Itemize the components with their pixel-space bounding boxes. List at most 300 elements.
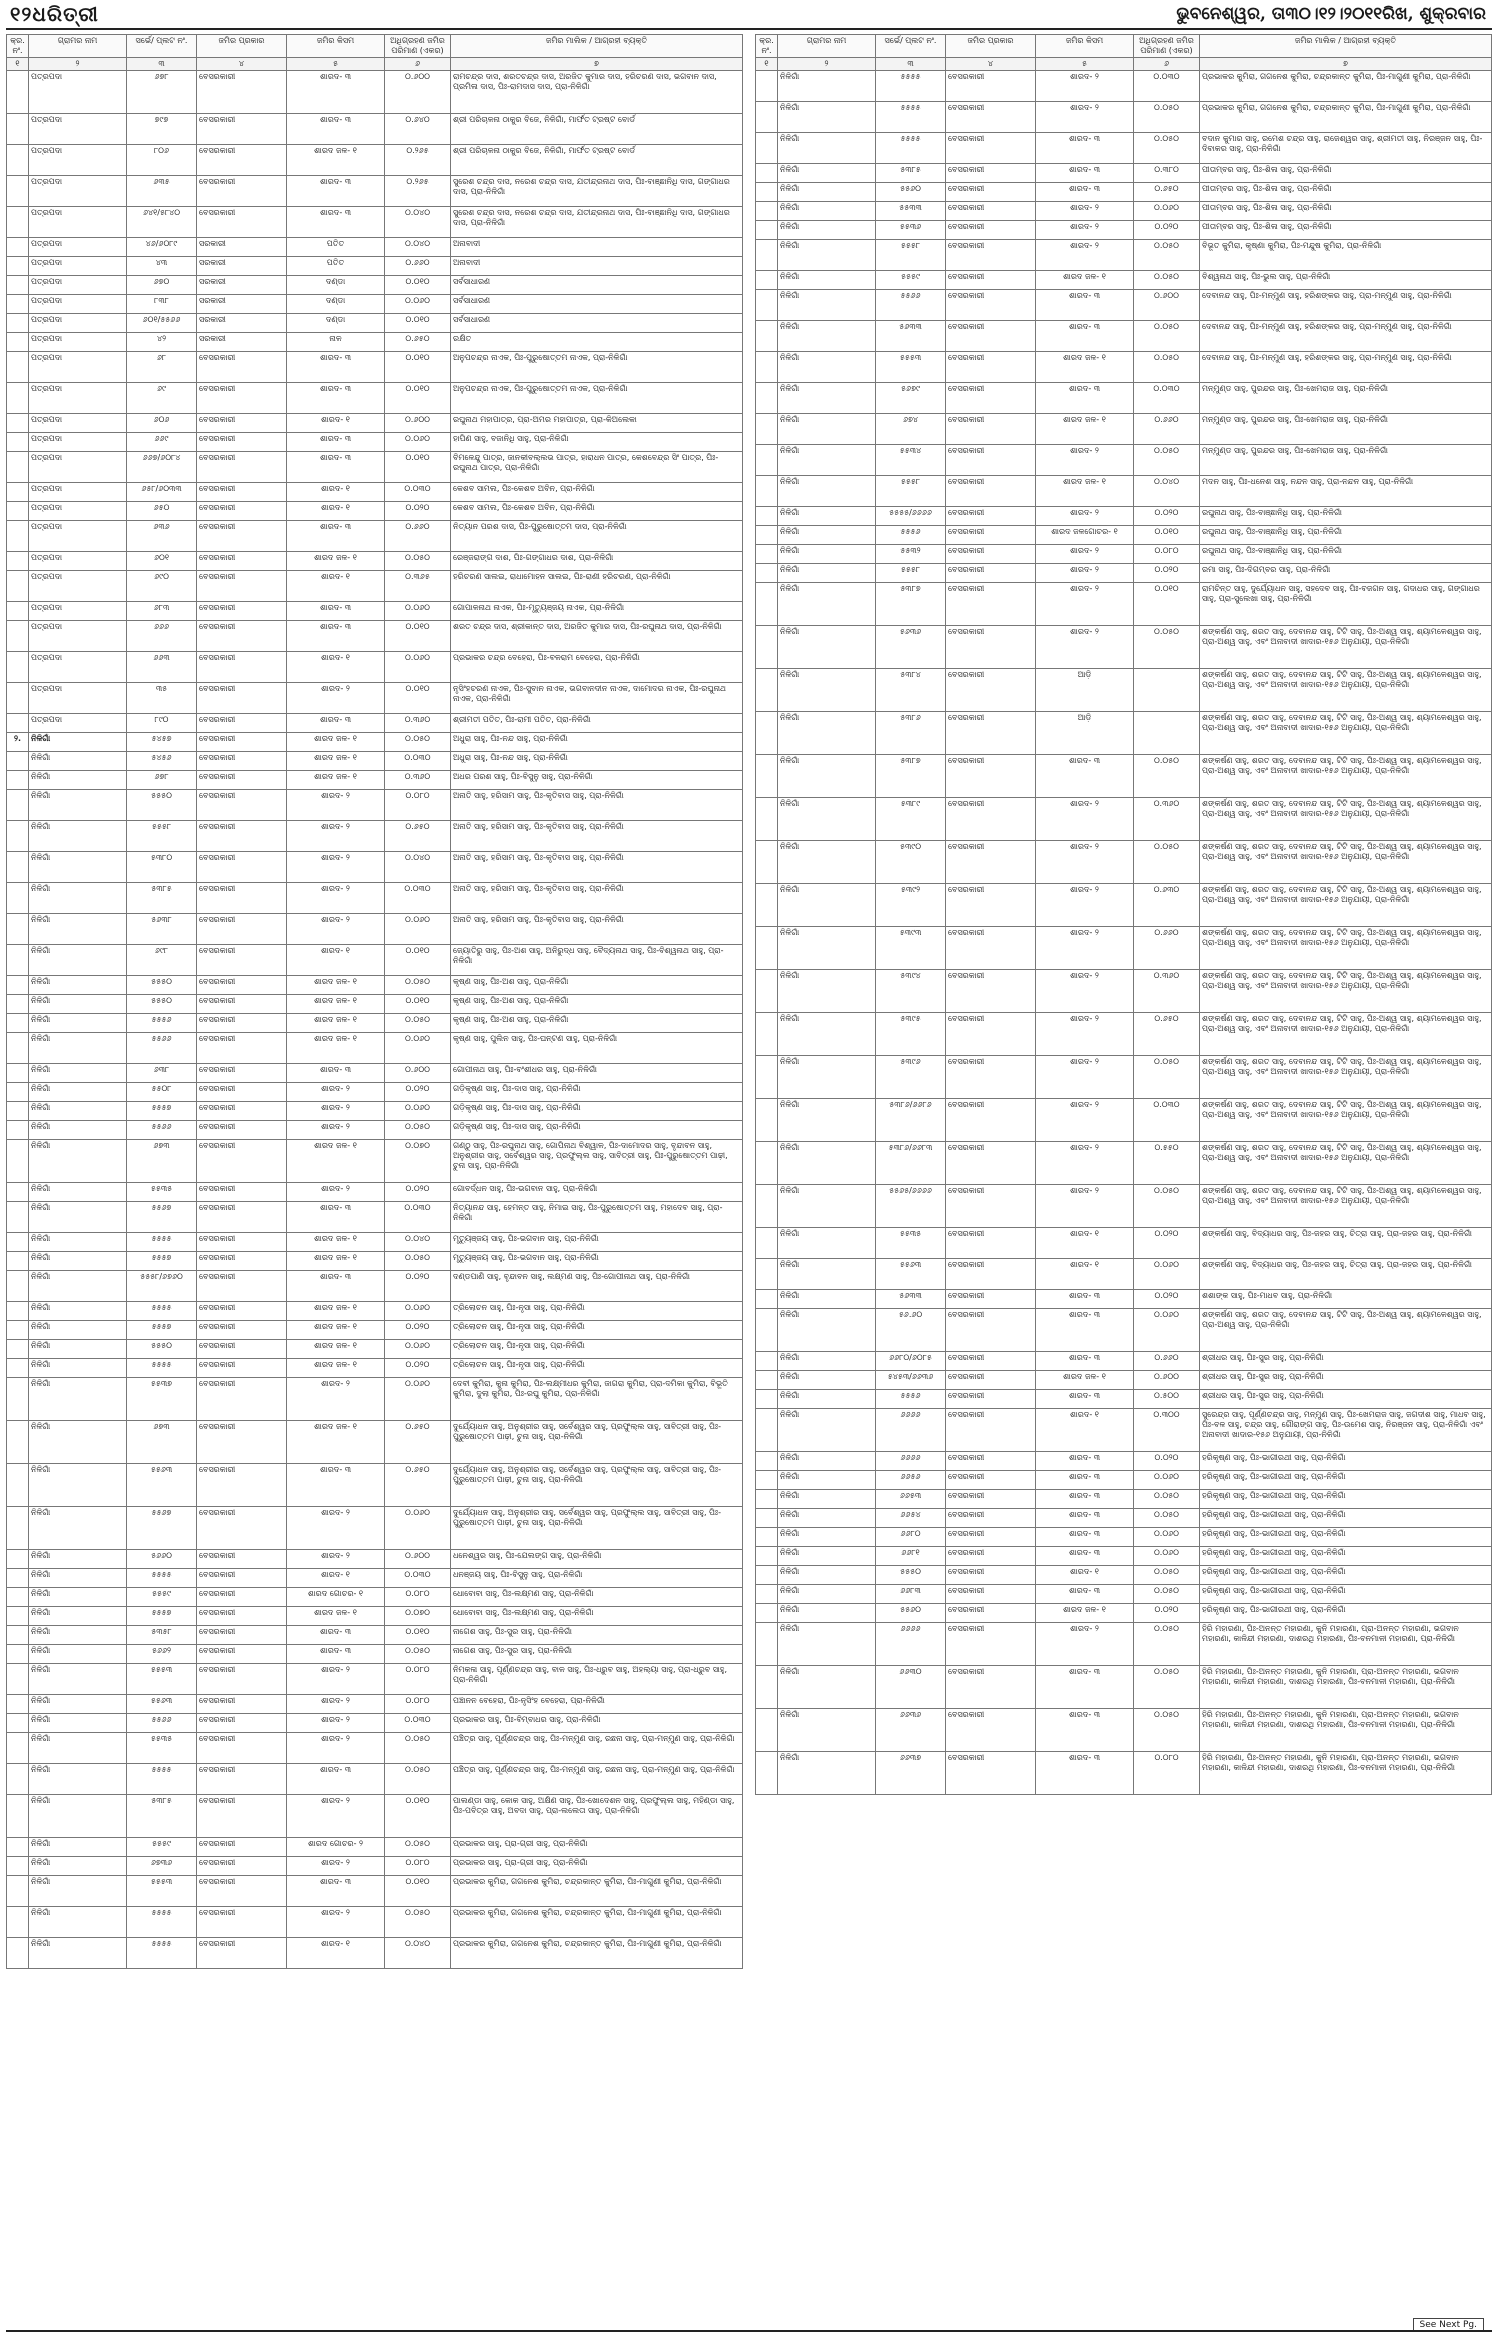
kisam-cell: ଦଣ୍ଡା <box>287 314 385 333</box>
header-survey: ସର୍ଭେ/ ପ୍ଲଟ ନଂ. <box>876 35 946 58</box>
survey-cell: ୫୬୩୬ <box>876 626 946 669</box>
land-type-cell: ବେସରକାରୀ <box>197 71 287 114</box>
sl-cell <box>756 271 778 290</box>
sl-cell <box>756 1352 778 1371</box>
village-cell: ନିଳିଗାଁ <box>778 290 876 321</box>
village-cell: ନିଳିଗାଁ <box>778 445 876 476</box>
area-cell: ୦.୦୨୦ <box>1134 564 1200 583</box>
village-cell: ନିଳିଗାଁ <box>29 821 127 852</box>
survey-cell: ୫୫୩୨ <box>876 545 946 564</box>
sl-cell <box>756 414 778 445</box>
owner-cell: ହରିକୃଷ୍ଣ ସାହୁ, ପିଃ-ଭାଗୀରଥୀ ସାହୁ, ପ୍ରା-ନିଳିଗାଁ <box>1200 1509 1492 1528</box>
village-cell: ପତ୍ରପଦା <box>29 176 127 207</box>
table-row <box>7 145 743 176</box>
land-type-cell: ବେସରକାରୀ <box>197 1733 287 1764</box>
land-type-cell: ବେସରକାରୀ <box>946 164 1036 183</box>
header-index: ୨ <box>29 58 127 71</box>
table-row <box>7 1083 743 1102</box>
table-row <box>7 1202 743 1233</box>
survey-cell: ୫୫୫୮/୬୭୬୦ <box>127 1271 197 1302</box>
table-row <box>756 352 1492 383</box>
survey-cell: ୬୭୩ <box>127 1140 197 1183</box>
survey-cell: ୫୫୬୭ <box>127 1202 197 1233</box>
area-cell: ୦.୦୫୦ <box>1134 1509 1200 1528</box>
village-cell: ନିଳିଗାଁ <box>778 202 876 221</box>
land-type-cell: ବେସରକାରୀ <box>197 452 287 483</box>
owner-cell: ନାଗେଶ ସାହୁ, ପିଃ-ସୁର ସାହୁ, ପ୍ରା-ନିଳିଗାଁ <box>451 1626 743 1645</box>
area-cell: ୦.୦୨୦ <box>1134 1290 1200 1309</box>
area-cell: ୦.୦୫୦ <box>1134 755 1200 798</box>
kisam-cell: ଶାରଦ- ୩ <box>287 602 385 621</box>
owner-cell: ମନ୍ମୁଣ୍ଡ ସାହୁ, ପୁରନ୍ଦର ସାହୁ, ପିଃ-ଖେମରାଜ ସାହୁ, ପ୍ରା-ନିଳିଗାଁ <box>1200 414 1492 445</box>
kisam-cell: ଶାରଦ- ୩ <box>1036 1452 1134 1471</box>
kisam-cell: ଶାରଦ- ୧ <box>287 1938 385 1969</box>
survey-cell: ୫୫୦୮ <box>127 1083 197 1102</box>
survey-cell: ୫୫୬୩ <box>127 1464 197 1507</box>
village-cell: ନିଳିଗାଁ <box>778 1623 876 1666</box>
owner-cell: ପ୍ରଭାକର ସାହୁ, ପ୍ରା-ଗ୍ରୀ ସାହୁ, ପ୍ରା-ନିଳିଗାଁ <box>451 1857 743 1876</box>
owner-cell: ନାଗେଶ ସାହୁ, ପିଃ-ସୁର ସାହୁ, ପ୍ରା-ନିଳିଗାଁ <box>451 1645 743 1664</box>
village-cell: ନିଳିଗାଁ <box>29 1588 127 1607</box>
village-cell: ନିଳିଗାଁ <box>778 476 876 507</box>
kisam-cell: ଶାରଦ- ୩ <box>1036 1490 1134 1509</box>
land-type-cell: ବେସରକାରୀ <box>197 1083 287 1102</box>
sl-cell <box>7 1321 29 1340</box>
sl-cell <box>7 852 29 883</box>
owner-cell: ଶଶାଙ୍କ ସାହୁ, ପିଃ-ମାଧବ ସାହୁ, ପ୍ରା-ନିଳିଗାଁ <box>1200 1290 1492 1309</box>
owner-cell: ଦଣ୍ଡପାଣି ସାହୁ, ବୃନ୍ଦାବନ ସାହୁ, ଲକ୍ଷ୍ମଣ ସାହୁ, ପିଃ-ଗୋପୀନାଥ ସାହୁ, ପ୍ରା-ନିଳିଗାଁ <box>451 1271 743 1302</box>
area-cell: ୦.୬୦୦ <box>385 71 451 114</box>
kisam-cell: ଶାରଦ- ୨ <box>1036 927 1134 970</box>
survey-cell: ୬୦୧ <box>127 552 197 571</box>
dateline: ଭୁବନେଶ୍ୱର, ତା୩୦।୧୨।୨୦୧୧ରିଖ, ଶୁକ୍ରବାର <box>1176 4 1486 24</box>
sl-cell <box>7 1202 29 1233</box>
kisam-cell: ଶାରଦ- ୩ <box>287 71 385 114</box>
area-cell: ୦.୦୮୦ <box>385 1664 451 1695</box>
land-type-cell: ବେସରକାରୀ <box>946 1528 1036 1547</box>
owner-cell: ରଘୁନାଥ ମହାପାତ୍ର, ପ୍ରା-ଅମର ମହାପାତ୍ର, ପ୍ରା-କିଅଲେକା <box>451 414 743 433</box>
area-cell: ୦.୬୦୦ <box>385 414 451 433</box>
land-type-cell: ସରକାରୀ <box>197 333 287 352</box>
land-type-cell: ବେସରକାରୀ <box>946 1259 1036 1290</box>
table-row <box>756 1309 1492 1352</box>
land-type-cell: ବେସରକାରୀ <box>197 571 287 602</box>
owner-cell: ମନ୍ମୁଣ୍ଡ ସାହୁ, ପୁରନ୍ଦର ସାହୁ, ପିଃ-ଖେମରାଜ ସାହୁ, ପ୍ରା-ନିଳିଗାଁ <box>1200 445 1492 476</box>
survey-cell: ୫୫୩୫ <box>127 1183 197 1202</box>
village-cell: ନିଳିଗାଁ <box>29 1202 127 1233</box>
sl-cell <box>7 1838 29 1857</box>
area-cell: ୦.୦୬୦ <box>385 295 451 314</box>
owner-cell: ପ୍ରଭାକର କୁମିରା, ଗଗନେଶ କୁମିରା, ଚନ୍ଦ୍ରକାନ୍ତ କୁମିରା, ପିଃ-ମାଗୁଣୀ କୁମିରା, ପ୍ରା-ନିଳିଗାଁ <box>451 1938 743 1969</box>
sl-cell <box>7 295 29 314</box>
owner-cell: ରଘୁନାଥ ସାହୁ, ପିଃ-ବାଞ୍ଛାନିଧି ସାହୁ, ପ୍ରା-ନିଳିଗାଁ <box>1200 507 1492 526</box>
kisam-cell: ଶାରଦ ଜଳ- ୧ <box>287 1302 385 1321</box>
land-type-cell: ବେସରକାରୀ <box>197 1252 287 1271</box>
sl-cell <box>7 1550 29 1569</box>
sl-cell <box>756 712 778 755</box>
area-cell: ୦.୦୧୦ <box>1134 583 1200 626</box>
kisam-cell: ଶାରଦ- ୩ <box>287 176 385 207</box>
survey-cell: ୫୫୬୦ <box>876 1604 946 1623</box>
village-cell: ପତ୍ରପଦା <box>29 257 127 276</box>
village-cell: ନିଳିଗାଁ <box>29 1626 127 1645</box>
village-cell: ନିଳିଗାଁ <box>778 1666 876 1709</box>
survey-cell: ୬୬୬୬ <box>876 1623 946 1666</box>
village-cell: ନିଳିଗାଁ <box>29 1795 127 1838</box>
land-type-cell: ବେସରକାରୀ <box>197 483 287 502</box>
area-cell: ୦.୦୫୦ <box>385 1764 451 1795</box>
kisam-cell: ଶାରଦ- ୨ <box>287 1733 385 1764</box>
table-row <box>7 1695 743 1714</box>
area-cell: ୦.୦୫୦ <box>1134 133 1200 164</box>
area-cell: ୦.୬୬୦ <box>385 521 451 552</box>
village-cell: ନିଳିଗାଁ <box>29 1378 127 1421</box>
kisam-cell: ଶାରଦ- ୩ <box>287 521 385 552</box>
table-row <box>756 271 1492 290</box>
land-type-cell: ସରକାରୀ <box>197 257 287 276</box>
kisam-cell: ଶାରଦ- ୩ <box>287 207 385 238</box>
survey-cell: ୫୫୫୯ <box>127 1588 197 1607</box>
village-cell: ପତ୍ରପଦା <box>29 333 127 352</box>
owner-cell: ସର୍ବସାଧାରଣ <box>451 295 743 314</box>
table-row <box>7 71 743 114</box>
sl-cell <box>7 1302 29 1321</box>
village-cell: ନିଳିଗାଁ <box>778 240 876 271</box>
sl-cell <box>7 1121 29 1140</box>
survey-cell: ୫୫୫୭ <box>127 1102 197 1121</box>
land-type-cell: ବେସରକାରୀ <box>946 545 1036 564</box>
area-cell: ୦.୦୧୦ <box>1134 526 1200 545</box>
area-cell: ୦.୦୩୦ <box>385 883 451 914</box>
sl-cell <box>7 683 29 714</box>
owner-cell: ଦେବାନନ୍ଦ ସାହୁ, ପିଃ-ମନ୍ମୁଣ ସାହୁ, ହରିଶଙ୍କର ସାହୁ, ପ୍ରା-ମନ୍ମୁଣ ସାହୁ, ପ୍ରା-ନିଳିଗାଁ <box>1200 352 1492 383</box>
land-type-cell: ବେସରକାରୀ <box>197 1714 287 1733</box>
sl-cell <box>7 145 29 176</box>
survey-cell: ୬୩୮ <box>127 1064 197 1083</box>
village-cell: ନିଳିଗାଁ <box>778 1013 876 1056</box>
owner-cell: ଜ୍ୟୋତିରୁ ସାହୁ, ପିଃ-ଅଶ ସାହୁ, ଅନିରୁଦ୍ଧ ସାହୁ, ବୈଦ୍ୟନାଥ ସାହୁ, ପିଃ-ବିଶ୍ୱନାଥ ସାହୁ, ପ୍ରା-ନିଳିଗାଁ <box>451 945 743 976</box>
table-row <box>756 1566 1492 1585</box>
village-cell: ପତ୍ରପଦା <box>29 521 127 552</box>
sl-cell <box>7 883 29 914</box>
land-type-cell: ବେସରକାରୀ <box>197 752 287 771</box>
table-row <box>7 433 743 452</box>
survey-cell: ୫୩୮୬ <box>876 712 946 755</box>
land-type-cell: ବେସରକାରୀ <box>197 1626 287 1645</box>
land-type-cell: ବେସରକାରୀ <box>197 995 287 1014</box>
owner-cell: କେଶବ ସାମଲ, ପିଃ-କେଶବ ଅବିନ, ପ୍ରା-ନିଳିଗାଁ <box>451 502 743 521</box>
kisam-cell: ଶାରଦ- ୨ <box>1036 564 1134 583</box>
land-type-cell: ସରକାରୀ <box>197 295 287 314</box>
village-cell: ନିଳିଗାଁ <box>778 183 876 202</box>
owner-cell: ଅନାତି ସାହୁ, ହରିସାମ ସାହୁ, ପିଃ-କୃତିବାସ ସାହୁ, ପ୍ରା-ନିଳିଗାଁ <box>451 883 743 914</box>
header-index: ୧ <box>756 58 778 71</box>
survey-cell: ୫୬୬୨ <box>127 1645 197 1664</box>
table-row <box>7 1321 743 1340</box>
table-row <box>7 1569 743 1588</box>
survey-cell: ୫୬୬୦ <box>127 1550 197 1569</box>
survey-cell: ୫୫୫୯ <box>876 271 946 290</box>
village-cell: ନିଳିଗାଁ <box>29 995 127 1014</box>
owner-cell: ଶଙ୍କର୍ଷଣ ସାହୁ, ଶରତ ସାହୁ, ଦେବାନନ୍ଦ ସାହୁ, ଟିଟି ସାହୁ, ପିଃ-ଅଶ୍ୱ ସାହୁ, ଶ୍ୟାମଳେଶ୍ୱର ସାହୁ, ପ୍ରା-ଅଶ୍ୱ ସାହୁ, ଏବଂ ଅନାବାଦୀ ଖାଦାର-୧୫୬ ଅନୁଯାୟୀ, ପ୍ରା-ନିଳିଗାଁ <box>1200 970 1492 1013</box>
owner-cell: ରଘୁନାଥ ସାହୁ, ପିଃ-ବାଞ୍ଛାନିଧି ସାହୁ, ପ୍ରା-ନିଳିଗାଁ <box>1200 545 1492 564</box>
area-cell: ୦.୬୦୦ <box>385 1064 451 1083</box>
table-row <box>7 1857 743 1876</box>
table-row <box>756 221 1492 240</box>
table-row <box>7 1140 743 1183</box>
sl-cell <box>7 433 29 452</box>
village-cell: ନିଳିଗାଁ <box>29 771 127 790</box>
area-cell: ୦.୦୮୦ <box>385 1857 451 1876</box>
sl-cell <box>7 1664 29 1695</box>
land-type-cell: ବେସରକାରୀ <box>946 1013 1036 1056</box>
owner-cell: ସର୍ବସାଧାରଣ <box>451 276 743 295</box>
survey-cell: ୬୮୩ <box>127 602 197 621</box>
land-type-cell: ବେସରକାରୀ <box>946 1056 1036 1099</box>
land-type-cell: ବେସରକାରୀ <box>946 564 1036 583</box>
owner-cell: ଶଙ୍କର୍ଷଣ ସାହୁ, ଶରତ ସାହୁ, ଦେବାନନ୍ଦ ସାହୁ, ଟିଟି ସାହୁ, ପିଃ-ଅଶ୍ୱ ସାହୁ, ଶ୍ୟାମଳେଶ୍ୱର ସାହୁ, ପ୍ରା-ଅଶ୍ୱ ସାହୁ, ଏବଂ ଅନାବାଦୀ ଖାଦାର-୧୫୬ ଅନୁଯାୟୀ, ପ୍ରା-ନିଳିଗାଁ <box>1200 841 1492 884</box>
survey-cell: ୮୦୬ <box>127 145 197 176</box>
kisam-cell: ଶାରଦ- ୨ <box>1036 798 1134 841</box>
sl-cell <box>756 669 778 712</box>
kisam-cell: ଶାରଦ- ୩ <box>287 1876 385 1907</box>
owner-cell: ହରିକୃଷ୍ଣ ସାହୁ, ପିଃ-ଭାଗୀରଥୀ ସାହୁ, ପ୍ରା-ନିଳିଗାଁ <box>1200 1452 1492 1471</box>
village-cell: ନିଳିଗାଁ <box>29 883 127 914</box>
sl-cell <box>7 1140 29 1183</box>
sl-cell <box>7 571 29 602</box>
owner-cell: ଶଙ୍କର୍ଷଣ ସାହୁ, ଶରତ ସାହୁ, ଦେବାନନ୍ଦ ସାହୁ, ଟିଟି ସାହୁ, ପିଃ-ଅଶ୍ୱ ସାହୁ, ଶ୍ୟାମଳେଶ୍ୱର ସାହୁ, ପ୍ରା-ଅଶ୍ୱ ସାହୁ, ଏବଂ ଅନାବାଦୀ ଖାଦାର-୧୫୬ ଅନୁଯାୟୀ, ପ୍ରା-ନିଳିଗାଁ <box>1200 1185 1492 1228</box>
village-cell: ନିଳିଗାଁ <box>29 1121 127 1140</box>
owner-cell: ଦୁର୍ଯ୍ୟୋଧନ ସାହୁ, ଅନୁଶ୍ରୀର ସାହୁ, ସର୍ବେଶ୍ୱର ସାହୁ, ପ୍ରଫୁଲ୍ଲ ସାହୁ, ସାବିତ୍ରୀ ସାହୁ, ପିଃ-ପୁରୁଷୋତ୍ତମ ପାଢ଼ୀ, ଚୁନା ସାହୁ, ପ୍ରା-ନିଳିଗାଁ <box>451 1421 743 1464</box>
kisam-cell: ଶାରଦ- ୨ <box>1036 545 1134 564</box>
land-type-cell: ବେସରକାରୀ <box>946 240 1036 271</box>
land-type-cell: ସରକାରୀ <box>197 238 287 257</box>
sl-cell <box>7 1183 29 1202</box>
table-row <box>756 927 1492 970</box>
kisam-cell: ଶାରଦ- ୩ <box>1036 164 1134 183</box>
area-cell: ୦.୦୮୦ <box>1134 545 1200 564</box>
sl-cell <box>756 202 778 221</box>
sl-cell <box>756 1752 778 1795</box>
owner-cell: ମନ୍ମୁଣ୍ଡ ସାହୁ, ପୁରନ୍ଦର ସାହୁ, ପିଃ-ଖେମରାଜ ସାହୁ, ପ୍ରା-ନିଳିଗାଁ <box>1200 383 1492 414</box>
kisam-cell: ଶାରଦ- ୨ <box>1036 71 1134 102</box>
land-type-cell: ବେସରକାରୀ <box>946 183 1036 202</box>
kisam-cell: ଶାରଦ ଜଳଗୋଚର- ୧ <box>1036 526 1134 545</box>
survey-cell: ୫୫୫୫ <box>127 1569 197 1588</box>
sl-cell <box>756 1228 778 1259</box>
area-cell: ୦.୦୨୦ <box>385 502 451 521</box>
land-type-cell: ବେସରକାରୀ <box>197 1569 287 1588</box>
table-row <box>7 652 743 683</box>
area-cell: ୦.୦୧୦ <box>385 352 451 383</box>
area-cell: ୦.୬୫୦ <box>1134 183 1200 202</box>
kisam-cell: ଶାରଦ- ୩ <box>1036 1666 1134 1709</box>
owner-cell: ଅନାବାଦୀ <box>451 257 743 276</box>
owner-cell: ରକ୍ଷିତ <box>451 333 743 352</box>
village-cell: ନିଳିଗାଁ <box>29 1321 127 1340</box>
village-cell: ନିଳିଗାଁ <box>778 1259 876 1290</box>
owner-cell: ଶଙ୍କର୍ଷଣ ସାହୁ, ଶରତ ସାହୁ, ଦେବାନନ୍ଦ ସାହୁ, ଟିଟି ସାହୁ, ପିଃ-ଅଶ୍ୱ ସାହୁ, ଶ୍ୟାମଳେଶ୍ୱର ସାହୁ, ପ୍ରା-ଅଶ୍ୱ ସାହୁ, ଏବଂ ଅନାବାଦୀ ଖାଦାର-୧୫୬ ଅନୁଯାୟୀ, ପ୍ରା-ନିଳିଗାଁ <box>1200 1056 1492 1099</box>
sl-cell <box>7 1233 29 1252</box>
village-cell: ପତ୍ରପଦା <box>29 314 127 333</box>
sl-cell <box>756 626 778 669</box>
sl-cell <box>7 976 29 995</box>
sl-cell <box>756 755 778 798</box>
sl-cell <box>7 945 29 976</box>
land-type-cell: ବେସରକାରୀ <box>946 133 1036 164</box>
owner-cell: ଦୁର୍ଯ୍ୟୋଧନ ସାହୁ, ଅନୁଶ୍ରୀର ସାହୁ, ସର୍ବେଶ୍ୱର ସାହୁ, ପ୍ରଫୁଲ୍ଲ ସାହୁ, ସାବିତ୍ରୀ ସାହୁ, ପିଃ-ପୁରୁଷୋତ୍ତମ ପାଢ଼ୀ, ଚୁନା ସାହୁ, ପ୍ରା-ନିଳିଗାଁ <box>451 1464 743 1507</box>
see-next-page-note: See Next Pg. <box>1413 2318 1484 2332</box>
survey-cell: ୫୩୯୪ <box>876 970 946 1013</box>
masthead <box>0 0 1498 28</box>
survey-cell: ୫୫୫୫ <box>127 1764 197 1795</box>
kisam-cell: ଶାରଦ ଜଳ- ୧ <box>287 995 385 1014</box>
table-row <box>7 1183 743 1202</box>
kisam-cell: ଶାରଦ ଜଳ- ୧ <box>287 771 385 790</box>
area-cell: ୦.୨୬୫ <box>385 176 451 207</box>
survey-cell: ୫୩୮୭ <box>876 583 946 626</box>
sl-cell <box>7 71 29 114</box>
area-cell: ୦.୦୧୦ <box>385 995 451 1014</box>
land-type-cell: ବେସରକାରୀ <box>946 798 1036 841</box>
sl-cell <box>7 1421 29 1464</box>
header-index: ୬ <box>1134 58 1200 71</box>
area-cell: ୦.୦୫୦ <box>385 552 451 571</box>
sl-cell <box>7 1695 29 1714</box>
kisam-cell: ଶାରଦ- ୩ <box>1036 1390 1134 1409</box>
sl-cell <box>756 970 778 1013</box>
land-type-cell: ବେସରକାରୀ <box>197 1464 287 1507</box>
village-cell: ନିଳିଗାଁ <box>778 1752 876 1795</box>
kisam-cell: ଶାରଦ- ୨ <box>1036 202 1134 221</box>
village-cell: ନିଳିଗାଁ <box>29 1550 127 1569</box>
survey-cell: ୫୩୮୫ <box>127 883 197 914</box>
owner-cell: ଶଙ୍କର୍ଷଣ ସାହୁ, ଶରତ ସାହୁ, ଦେବାନନ୍ଦ ସାହୁ, ଟିଟି ସାହୁ, ପିଃ-ଅଶ୍ୱ ସାହୁ, ଶ୍ୟାମଳେଶ୍ୱର ସାହୁ, ପ୍ରା-ଅଶ୍ୱ ସାହୁ, ଏବଂ ଅନାବାଦୀ ଖାଦାର-୧୫୬ ଅନୁଯାୟୀ, ପ୍ରା-ନିଳିଗାଁ <box>1200 1013 1492 1056</box>
land-type-cell: ବେସରକାରୀ <box>946 1547 1036 1566</box>
owner-cell: ନିମକଳା ସାହୁ, ପୂର୍ଣ୍ଣଚନ୍ଦ୍ର ସାହୁ, ବାଳ ସାହୁ, ପିଃ-ଧ୍ରୁବ ସାହୁ, ଅହଲ୍ୟା ସାହୁ, ପ୍ରା-ଧ୍ରୁବ ସାହୁ, ପ୍ରା-ନିଳିଗାଁ <box>451 1664 743 1695</box>
land-type-cell: ବେସରକାରୀ <box>946 71 1036 102</box>
table-row <box>756 1290 1492 1309</box>
kisam-cell: ଶାରଦ- ୨ <box>1036 445 1134 476</box>
land-type-cell: ବେସରକାରୀ <box>946 476 1036 507</box>
survey-cell: ୫୫୫୭ <box>127 1252 197 1271</box>
village-cell: ନିଳିଗାଁ <box>29 914 127 945</box>
land-type-cell: ବେସରକାରୀ <box>197 1795 287 1838</box>
area-cell: ୦.୦୩୦ <box>385 1202 451 1233</box>
area-cell: ୦.୦୬୦ <box>385 1507 451 1550</box>
table-row <box>7 1378 743 1421</box>
village-cell: ନିଳିଗାଁ <box>778 1056 876 1099</box>
land-type-cell: ବେସରକାରୀ <box>197 176 287 207</box>
table-row <box>756 383 1492 414</box>
land-type-cell: ସରକାରୀ <box>197 276 287 295</box>
survey-cell: ୬୪୧/୫୮୪୦ <box>127 207 197 238</box>
area-cell: ୦.୩୦୦ <box>1134 1409 1200 1452</box>
sl-cell <box>7 521 29 552</box>
area-cell: ୦.୦୫୦ <box>1134 445 1200 476</box>
sl-cell <box>7 1907 29 1938</box>
area-cell: ୦.୦୪୦ <box>385 1233 451 1252</box>
survey-cell: ୬୬୬ <box>127 621 197 652</box>
area-cell: ୦.୦୬୦ <box>385 1340 451 1359</box>
village-cell: ନିଳିଗାଁ <box>778 414 876 445</box>
survey-cell: ୫୩୯୩ <box>876 927 946 970</box>
sl-cell: ୨. <box>7 733 29 752</box>
land-type-cell: ବେସରକାରୀ <box>197 1507 287 1550</box>
land-type-cell: ବେସରକାରୀ <box>197 552 287 571</box>
village-cell: ନିଳିଗାଁ <box>29 1645 127 1664</box>
survey-cell: ୫୬୩୮ <box>127 914 197 945</box>
survey-cell: ୬୩୫ <box>127 176 197 207</box>
sl-cell <box>7 257 29 276</box>
sl-cell <box>7 1102 29 1121</box>
kisam-cell: ଶାରଦ- ୨ <box>287 1714 385 1733</box>
owner-cell: ଅନୁପଚନ୍ଦ୍ର ନାଏକ, ପିଃ-ପୁରୁଷୋତ୍ତମ ନାଏକ, ପ୍ରା-ନିଳିଗାଁ <box>451 352 743 383</box>
table-row <box>756 1585 1492 1604</box>
table-row <box>756 1471 1492 1490</box>
sl-cell <box>756 1509 778 1528</box>
kisam-cell: ଶାରଦ ଜଳ- ୧ <box>287 1033 385 1064</box>
survey-cell: ୫୫୫୮ <box>876 476 946 507</box>
table-row <box>7 571 743 602</box>
kisam-cell: ଶାରଦ ଜଳ- ୧ <box>1036 352 1134 383</box>
table-row <box>756 1452 1492 1471</box>
land-type-cell: ବେସରକାରୀ <box>946 1352 1036 1371</box>
survey-cell: ୫୫୩୩ <box>876 202 946 221</box>
area-cell <box>1134 712 1200 755</box>
land-type-cell: ବେସରକାରୀ <box>197 521 287 552</box>
sl-cell <box>756 1585 778 1604</box>
table-row <box>756 240 1492 271</box>
table-row <box>7 1033 743 1064</box>
area-cell: ୦.୦୫୦ <box>1134 321 1200 352</box>
kisam-cell: ଶାରଦ- ୨ <box>287 1907 385 1938</box>
land-type-cell: ବେସରକାରୀ <box>197 114 287 145</box>
land-type-cell: ବେସରକାରୀ <box>946 445 1036 476</box>
sl-cell <box>7 314 29 333</box>
survey-cell: ୫୩୯୨ <box>876 884 946 927</box>
header-kisam: ଜମିର କିସମ <box>1036 35 1134 58</box>
sl-cell <box>7 1733 29 1764</box>
village-cell: ନିଳିଗାଁ <box>778 1604 876 1623</box>
area-cell: ୦.୦୩୦ <box>385 1569 451 1588</box>
land-type-cell: ବେସରକାରୀ <box>946 1409 1036 1452</box>
land-type-cell: ବେସରକାରୀ <box>946 755 1036 798</box>
area-cell: ୦.୦୬୦ <box>1134 1259 1200 1290</box>
area-cell: ୦.୦୫୦ <box>385 1838 451 1857</box>
area-cell: ୦.୦୨୦ <box>385 1321 451 1340</box>
sl-cell <box>7 652 29 683</box>
kisam-cell: ଶାରଦ ଜଳ- ୧ <box>287 1321 385 1340</box>
table-row <box>756 626 1492 669</box>
table-row <box>756 133 1492 164</box>
sl-cell <box>756 1604 778 1623</box>
owner-cell: ଶ୍ରୀମତୀ ପତିତ, ପିଃ-ରାମୀ ପତିତ, ପ୍ରା-ନିଳିଗାଁ <box>451 714 743 733</box>
survey-cell: ୬୯୮ <box>127 945 197 976</box>
sl-cell <box>7 1064 29 1083</box>
owner-cell: ନିତ୍ୟାନ ପରଶ ଦାସ, ପିଃ-ପୁରୁଷୋତ୍ତମ ଦାସ, ପ୍ରା-ନିଳିଗାଁ <box>451 521 743 552</box>
sl-cell <box>756 1142 778 1185</box>
village-cell: ନିଳିଗାଁ <box>778 1290 876 1309</box>
survey-cell: ୫୪୫୭ <box>127 733 197 752</box>
table-row <box>756 526 1492 545</box>
village-cell: ନିଳିଗାଁ <box>778 102 876 133</box>
village-cell: ପତ୍ରପଦା <box>29 71 127 114</box>
land-type-cell: ବେସରକାରୀ <box>946 1752 1036 1795</box>
village-cell: ନିଳିଗାଁ <box>29 1764 127 1795</box>
survey-cell: ୫୪୫୬ <box>127 752 197 771</box>
area-cell: ୦.୦୪୦ <box>385 238 451 257</box>
